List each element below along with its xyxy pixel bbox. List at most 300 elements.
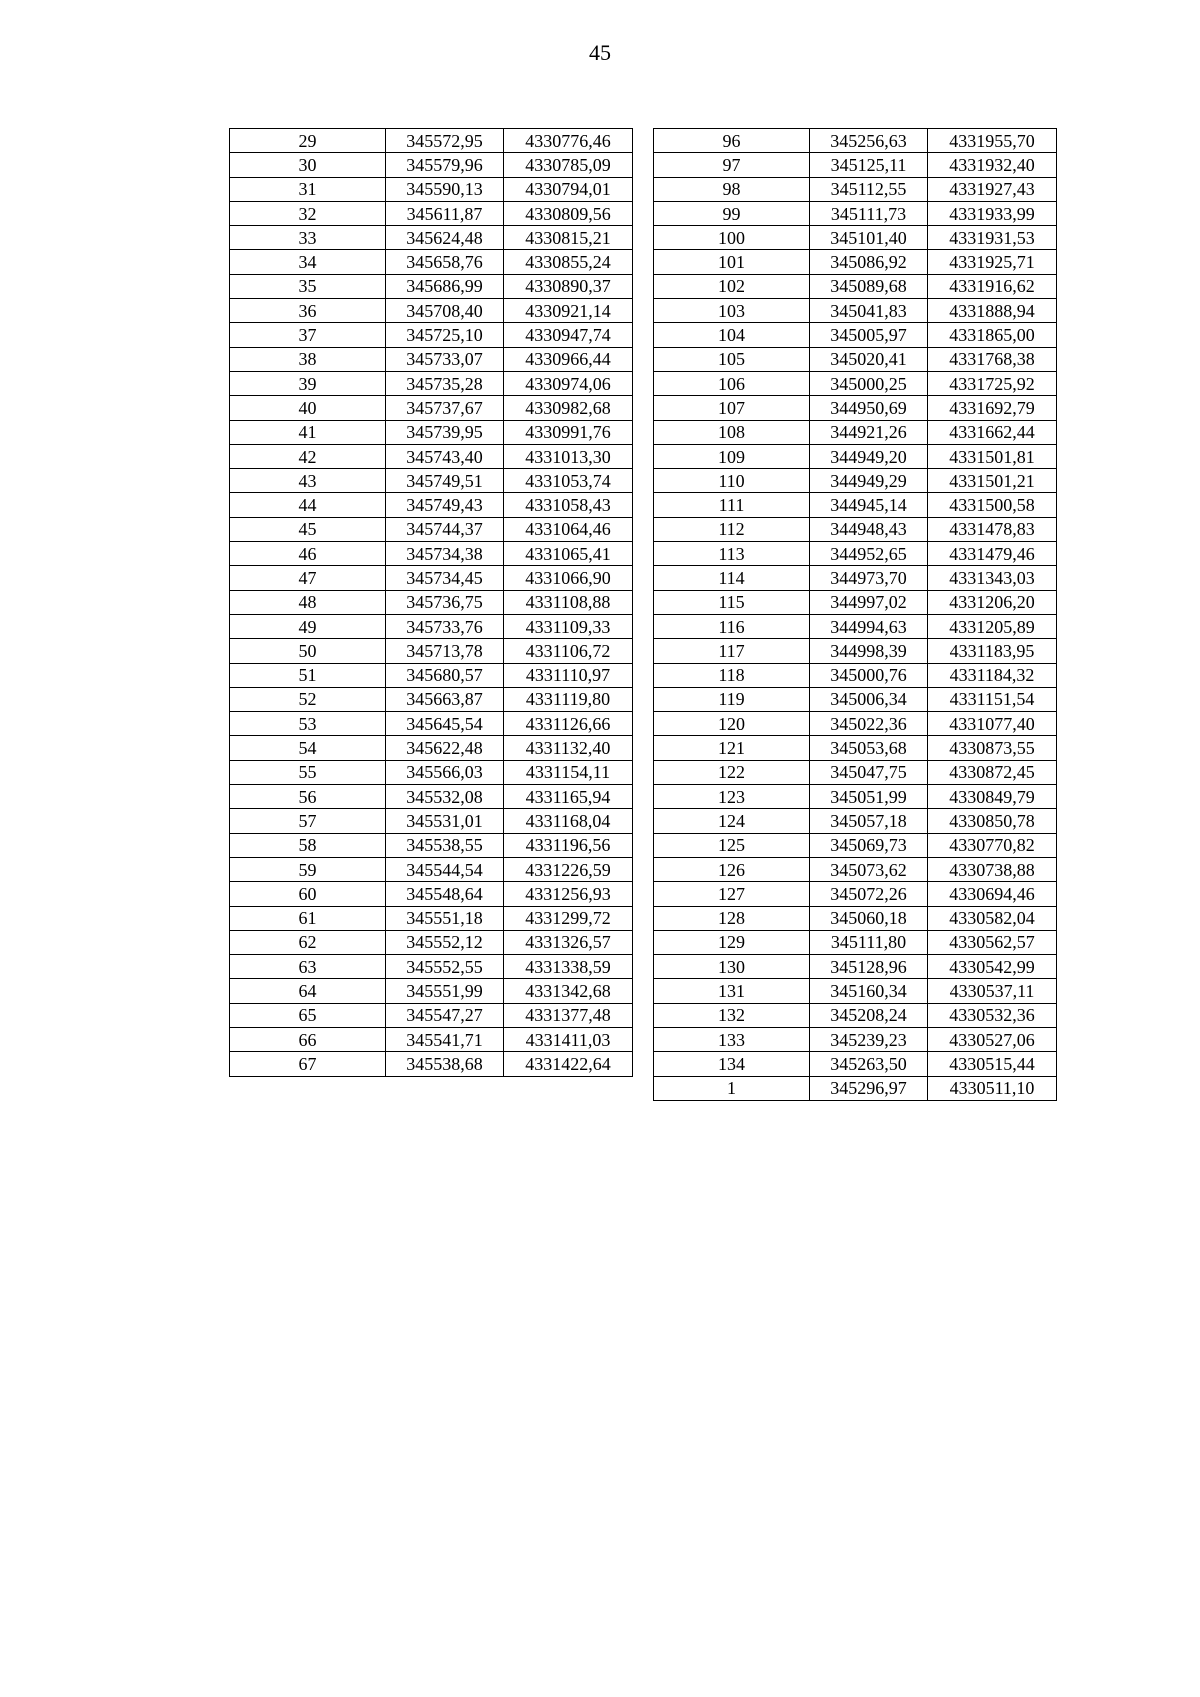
point-number-cell: 57 [230, 809, 386, 833]
point-number-cell: 39 [230, 371, 386, 395]
y-coordinate-cell: 4331479,46 [928, 542, 1057, 566]
table-row [230, 809, 633, 833]
point-number-cell: 46 [230, 542, 386, 566]
x-coordinate-cell: 345551,99 [386, 979, 504, 1003]
y-coordinate-cell: 4330542,99 [928, 955, 1057, 979]
table-row [654, 882, 1057, 906]
x-coordinate-cell: 345552,55 [386, 955, 504, 979]
point-number-cell: 32 [230, 201, 386, 225]
y-coordinate-cell: 4331151,54 [928, 687, 1057, 711]
y-coordinate-cell: 4331168,04 [504, 809, 633, 833]
table-row [230, 347, 633, 371]
x-coordinate-cell: 344949,29 [810, 469, 928, 493]
table-row [230, 323, 633, 347]
point-number-cell: 117 [654, 639, 810, 663]
table-row [230, 517, 633, 541]
point-number-cell: 99 [654, 201, 810, 225]
table-row [230, 882, 633, 906]
y-coordinate-cell: 4330966,44 [504, 347, 633, 371]
point-number-cell: 62 [230, 930, 386, 954]
table-row [230, 955, 633, 979]
y-coordinate-cell: 4331205,89 [928, 614, 1057, 638]
y-coordinate-cell: 4331955,70 [928, 129, 1057, 153]
point-number-cell: 43 [230, 469, 386, 493]
table-row [654, 785, 1057, 809]
point-number-cell: 127 [654, 882, 810, 906]
table-row [230, 469, 633, 493]
point-number-cell: 41 [230, 420, 386, 444]
y-coordinate-cell: 4331066,90 [504, 566, 633, 590]
x-coordinate-cell: 345538,55 [386, 833, 504, 857]
x-coordinate-cell: 344950,69 [810, 396, 928, 420]
y-coordinate-cell: 4331925,71 [928, 250, 1057, 274]
x-coordinate-cell: 345532,08 [386, 785, 504, 809]
x-coordinate-cell: 345733,07 [386, 347, 504, 371]
y-coordinate-cell: 4331411,03 [504, 1027, 633, 1051]
table-row [654, 153, 1057, 177]
table-row [230, 785, 633, 809]
table-row [654, 736, 1057, 760]
point-number-cell: 31 [230, 177, 386, 201]
y-coordinate-cell: 4330890,37 [504, 274, 633, 298]
table-row [654, 177, 1057, 201]
y-coordinate-cell: 4331338,59 [504, 955, 633, 979]
table-row [654, 1052, 1057, 1076]
y-coordinate-cell: 4330873,55 [928, 736, 1057, 760]
x-coordinate-cell: 345680,57 [386, 663, 504, 687]
table-row [654, 1027, 1057, 1051]
point-number-cell: 111 [654, 493, 810, 517]
point-number-cell: 64 [230, 979, 386, 1003]
point-number-cell: 96 [654, 129, 810, 153]
table-row [654, 201, 1057, 225]
x-coordinate-cell: 345658,76 [386, 250, 504, 274]
y-coordinate-cell: 4331501,81 [928, 444, 1057, 468]
x-coordinate-cell: 345737,67 [386, 396, 504, 420]
point-number-cell: 48 [230, 590, 386, 614]
point-number-cell: 56 [230, 785, 386, 809]
point-number-cell: 101 [654, 250, 810, 274]
table-row [654, 129, 1057, 153]
y-coordinate-cell: 4331165,94 [504, 785, 633, 809]
point-number-cell: 30 [230, 153, 386, 177]
point-number-cell: 55 [230, 760, 386, 784]
y-coordinate-cell: 4331768,38 [928, 347, 1057, 371]
y-coordinate-cell: 4330991,76 [504, 420, 633, 444]
x-coordinate-cell: 345047,75 [810, 760, 928, 784]
y-coordinate-cell: 4330947,74 [504, 323, 633, 347]
y-coordinate-cell: 4330921,14 [504, 299, 633, 323]
point-number-cell: 97 [654, 153, 810, 177]
x-coordinate-cell: 345739,95 [386, 420, 504, 444]
table-row [654, 542, 1057, 566]
table-row [230, 590, 633, 614]
point-number-cell: 37 [230, 323, 386, 347]
table-row [654, 274, 1057, 298]
point-number-cell: 67 [230, 1052, 386, 1076]
y-coordinate-cell: 4330537,11 [928, 979, 1057, 1003]
y-coordinate-cell: 4331865,00 [928, 323, 1057, 347]
point-number-cell: 132 [654, 1003, 810, 1027]
point-number-cell: 1 [654, 1076, 810, 1100]
point-number-cell: 63 [230, 955, 386, 979]
page-number: 45 [589, 40, 611, 65]
point-number-cell: 49 [230, 614, 386, 638]
x-coordinate-cell: 345547,27 [386, 1003, 504, 1027]
point-number-cell: 33 [230, 226, 386, 250]
table-row [230, 614, 633, 638]
point-number-cell: 65 [230, 1003, 386, 1027]
x-coordinate-cell: 345736,75 [386, 590, 504, 614]
x-coordinate-cell: 345749,43 [386, 493, 504, 517]
point-number-cell: 115 [654, 590, 810, 614]
x-coordinate-cell: 344998,39 [810, 639, 928, 663]
table-row [230, 226, 633, 250]
table-row [230, 177, 633, 201]
y-coordinate-cell: 4330855,24 [504, 250, 633, 274]
point-number-cell: 102 [654, 274, 810, 298]
y-coordinate-cell: 4330562,57 [928, 930, 1057, 954]
y-coordinate-cell: 4331927,43 [928, 177, 1057, 201]
point-number-cell: 116 [654, 614, 810, 638]
x-coordinate-cell: 345020,41 [810, 347, 928, 371]
table-row [654, 906, 1057, 930]
x-coordinate-cell: 345006,34 [810, 687, 928, 711]
table-row [654, 833, 1057, 857]
coordinates-table-right [653, 128, 1057, 1101]
x-coordinate-cell: 345645,54 [386, 712, 504, 736]
point-number-cell: 61 [230, 906, 386, 930]
x-coordinate-cell: 345073,62 [810, 857, 928, 881]
point-number-cell: 60 [230, 882, 386, 906]
point-number-cell: 52 [230, 687, 386, 711]
x-coordinate-cell: 345725,10 [386, 323, 504, 347]
table-row [230, 371, 633, 395]
point-number-cell: 103 [654, 299, 810, 323]
table-row [230, 566, 633, 590]
point-number-cell: 131 [654, 979, 810, 1003]
x-coordinate-cell: 345579,96 [386, 153, 504, 177]
y-coordinate-cell: 4330532,36 [928, 1003, 1057, 1027]
x-coordinate-cell: 345000,76 [810, 663, 928, 687]
point-number-cell: 105 [654, 347, 810, 371]
x-coordinate-cell: 345041,83 [810, 299, 928, 323]
x-coordinate-cell: 345022,36 [810, 712, 928, 736]
y-coordinate-cell: 4331053,74 [504, 469, 633, 493]
x-coordinate-cell: 345089,68 [810, 274, 928, 298]
table-row [654, 639, 1057, 663]
y-coordinate-cell: 4330738,88 [928, 857, 1057, 881]
table-row [654, 493, 1057, 517]
table-row [230, 1027, 633, 1051]
table-row [654, 1076, 1057, 1100]
y-coordinate-cell: 4330776,46 [504, 129, 633, 153]
y-coordinate-cell: 4331119,80 [504, 687, 633, 711]
x-coordinate-cell: 345538,68 [386, 1052, 504, 1076]
x-coordinate-cell: 345531,01 [386, 809, 504, 833]
table-row [230, 396, 633, 420]
table-row [654, 420, 1057, 444]
table-row [230, 250, 633, 274]
table-row [230, 760, 633, 784]
y-coordinate-cell: 4331183,95 [928, 639, 1057, 663]
point-number-cell: 53 [230, 712, 386, 736]
table-row [230, 857, 633, 881]
table-row [230, 639, 633, 663]
table-row [654, 566, 1057, 590]
y-coordinate-cell: 4331184,32 [928, 663, 1057, 687]
x-coordinate-cell: 345111,73 [810, 201, 928, 225]
x-coordinate-cell: 345733,76 [386, 614, 504, 638]
x-coordinate-cell: 345053,68 [810, 736, 928, 760]
table-row [654, 809, 1057, 833]
table-row [230, 930, 633, 954]
point-number-cell: 29 [230, 129, 386, 153]
y-coordinate-cell: 4330694,46 [928, 882, 1057, 906]
y-coordinate-cell: 4331132,40 [504, 736, 633, 760]
point-number-cell: 118 [654, 663, 810, 687]
x-coordinate-cell: 345713,78 [386, 639, 504, 663]
y-coordinate-cell: 4331343,03 [928, 566, 1057, 590]
point-number-cell: 128 [654, 906, 810, 930]
table-row [654, 857, 1057, 881]
point-number-cell: 120 [654, 712, 810, 736]
table-row [230, 833, 633, 857]
y-coordinate-cell: 4331226,59 [504, 857, 633, 881]
y-coordinate-cell: 4330511,10 [928, 1076, 1057, 1100]
y-coordinate-cell: 4331916,62 [928, 274, 1057, 298]
point-number-cell: 34 [230, 250, 386, 274]
y-coordinate-cell: 4330809,56 [504, 201, 633, 225]
point-number-cell: 124 [654, 809, 810, 833]
point-number-cell: 110 [654, 469, 810, 493]
table-row [230, 906, 633, 930]
point-number-cell: 113 [654, 542, 810, 566]
y-coordinate-cell: 4330582,04 [928, 906, 1057, 930]
table-row [230, 420, 633, 444]
x-coordinate-cell: 345734,45 [386, 566, 504, 590]
y-coordinate-cell: 4330849,79 [928, 785, 1057, 809]
point-number-cell: 112 [654, 517, 810, 541]
point-number-cell: 134 [654, 1052, 810, 1076]
x-coordinate-cell: 345263,50 [810, 1052, 928, 1076]
table-row [654, 299, 1057, 323]
x-coordinate-cell: 345005,97 [810, 323, 928, 347]
point-number-cell: 106 [654, 371, 810, 395]
table-row [654, 663, 1057, 687]
table-row [230, 1003, 633, 1027]
y-coordinate-cell: 4330770,82 [928, 833, 1057, 857]
point-number-cell: 36 [230, 299, 386, 323]
y-coordinate-cell: 4331106,72 [504, 639, 633, 663]
point-number-cell: 59 [230, 857, 386, 881]
y-coordinate-cell: 4331109,33 [504, 614, 633, 638]
table-row [230, 736, 633, 760]
x-coordinate-cell: 345111,80 [810, 930, 928, 954]
point-number-cell: 38 [230, 347, 386, 371]
table-row [654, 1003, 1057, 1027]
x-coordinate-cell: 345239,23 [810, 1027, 928, 1051]
point-number-cell: 109 [654, 444, 810, 468]
point-number-cell: 125 [654, 833, 810, 857]
y-coordinate-cell: 4330850,78 [928, 809, 1057, 833]
x-coordinate-cell: 345743,40 [386, 444, 504, 468]
x-coordinate-cell: 345624,48 [386, 226, 504, 250]
x-coordinate-cell: 345544,54 [386, 857, 504, 881]
point-number-cell: 129 [654, 930, 810, 954]
point-number-cell: 40 [230, 396, 386, 420]
point-number-cell: 66 [230, 1027, 386, 1051]
point-number-cell: 108 [654, 420, 810, 444]
x-coordinate-cell: 345051,99 [810, 785, 928, 809]
x-coordinate-cell: 345256,63 [810, 129, 928, 153]
y-coordinate-cell: 4331478,83 [928, 517, 1057, 541]
x-coordinate-cell: 345101,40 [810, 226, 928, 250]
x-coordinate-cell: 344948,43 [810, 517, 928, 541]
y-coordinate-cell: 4331196,56 [504, 833, 633, 857]
x-coordinate-cell: 345125,11 [810, 153, 928, 177]
point-number-cell: 44 [230, 493, 386, 517]
table-row [654, 614, 1057, 638]
table-row [654, 712, 1057, 736]
y-coordinate-cell: 4331077,40 [928, 712, 1057, 736]
x-coordinate-cell: 345744,37 [386, 517, 504, 541]
x-coordinate-cell: 345686,99 [386, 274, 504, 298]
x-coordinate-cell: 344973,70 [810, 566, 928, 590]
x-coordinate-cell: 345590,13 [386, 177, 504, 201]
x-coordinate-cell: 345112,55 [810, 177, 928, 201]
y-coordinate-cell: 4331065,41 [504, 542, 633, 566]
x-coordinate-cell: 345749,51 [386, 469, 504, 493]
x-coordinate-cell: 345552,12 [386, 930, 504, 954]
y-coordinate-cell: 4331299,72 [504, 906, 633, 930]
table-row [230, 493, 633, 517]
table-row [654, 396, 1057, 420]
table-row [654, 955, 1057, 979]
y-coordinate-cell: 4330974,06 [504, 371, 633, 395]
table-row [230, 687, 633, 711]
x-coordinate-cell: 344994,63 [810, 614, 928, 638]
point-number-cell: 123 [654, 785, 810, 809]
table-row [230, 274, 633, 298]
point-number-cell: 51 [230, 663, 386, 687]
table-row [654, 930, 1057, 954]
x-coordinate-cell: 344952,65 [810, 542, 928, 566]
y-coordinate-cell: 4331933,99 [928, 201, 1057, 225]
x-coordinate-cell: 344997,02 [810, 590, 928, 614]
table-row [654, 371, 1057, 395]
x-coordinate-cell: 345566,03 [386, 760, 504, 784]
y-coordinate-cell: 4331058,43 [504, 493, 633, 517]
x-coordinate-cell: 345551,18 [386, 906, 504, 930]
y-coordinate-cell: 4330785,09 [504, 153, 633, 177]
table-row [230, 979, 633, 1003]
x-coordinate-cell: 345663,87 [386, 687, 504, 711]
point-number-cell: 45 [230, 517, 386, 541]
y-coordinate-cell: 4331500,58 [928, 493, 1057, 517]
point-number-cell: 50 [230, 639, 386, 663]
table-row [654, 517, 1057, 541]
x-coordinate-cell: 345622,48 [386, 736, 504, 760]
point-number-cell: 122 [654, 760, 810, 784]
y-coordinate-cell: 4331064,46 [504, 517, 633, 541]
coordinates-table-left [229, 128, 633, 1077]
table-row [654, 760, 1057, 784]
x-coordinate-cell: 344949,20 [810, 444, 928, 468]
x-coordinate-cell: 345128,96 [810, 955, 928, 979]
y-coordinate-cell: 4331326,57 [504, 930, 633, 954]
point-number-cell: 121 [654, 736, 810, 760]
x-coordinate-cell: 345086,92 [810, 250, 928, 274]
y-coordinate-cell: 4330815,21 [504, 226, 633, 250]
table-row [230, 712, 633, 736]
table-row [654, 469, 1057, 493]
y-coordinate-cell: 4330872,45 [928, 760, 1057, 784]
table-row [654, 347, 1057, 371]
table-row [654, 444, 1057, 468]
x-coordinate-cell: 345060,18 [810, 906, 928, 930]
point-number-cell: 98 [654, 177, 810, 201]
table-row [230, 201, 633, 225]
y-coordinate-cell: 4331256,93 [504, 882, 633, 906]
x-coordinate-cell: 345208,24 [810, 1003, 928, 1027]
table-row [230, 153, 633, 177]
y-coordinate-cell: 4331154,11 [504, 760, 633, 784]
table-row [654, 687, 1057, 711]
table-row [230, 299, 633, 323]
y-coordinate-cell: 4331931,53 [928, 226, 1057, 250]
y-coordinate-cell: 4331126,66 [504, 712, 633, 736]
y-coordinate-cell: 4331342,68 [504, 979, 633, 1003]
point-number-cell: 104 [654, 323, 810, 347]
point-number-cell: 35 [230, 274, 386, 298]
x-coordinate-cell: 345069,73 [810, 833, 928, 857]
y-coordinate-cell: 4330794,01 [504, 177, 633, 201]
point-number-cell: 100 [654, 226, 810, 250]
x-coordinate-cell: 345072,26 [810, 882, 928, 906]
point-number-cell: 42 [230, 444, 386, 468]
point-number-cell: 107 [654, 396, 810, 420]
y-coordinate-cell: 4331692,79 [928, 396, 1057, 420]
y-coordinate-cell: 4330527,06 [928, 1027, 1057, 1051]
y-coordinate-cell: 4331206,20 [928, 590, 1057, 614]
y-coordinate-cell: 4331108,88 [504, 590, 633, 614]
point-number-cell: 114 [654, 566, 810, 590]
table-row [654, 250, 1057, 274]
x-coordinate-cell: 344921,26 [810, 420, 928, 444]
x-coordinate-cell: 345296,97 [810, 1076, 928, 1100]
x-coordinate-cell: 345572,95 [386, 129, 504, 153]
table-row [230, 444, 633, 468]
y-coordinate-cell: 4331422,64 [504, 1052, 633, 1076]
x-coordinate-cell: 345548,64 [386, 882, 504, 906]
point-number-cell: 119 [654, 687, 810, 711]
y-coordinate-cell: 4331501,21 [928, 469, 1057, 493]
x-coordinate-cell: 345708,40 [386, 299, 504, 323]
y-coordinate-cell: 4331013,30 [504, 444, 633, 468]
x-coordinate-cell: 345611,87 [386, 201, 504, 225]
point-number-cell: 133 [654, 1027, 810, 1051]
table-row [230, 1052, 633, 1076]
point-number-cell: 54 [230, 736, 386, 760]
table-row [654, 590, 1057, 614]
x-coordinate-cell: 345000,25 [810, 371, 928, 395]
point-number-cell: 47 [230, 566, 386, 590]
point-number-cell: 58 [230, 833, 386, 857]
table-row [654, 979, 1057, 1003]
y-coordinate-cell: 4330982,68 [504, 396, 633, 420]
x-coordinate-cell: 345160,34 [810, 979, 928, 1003]
